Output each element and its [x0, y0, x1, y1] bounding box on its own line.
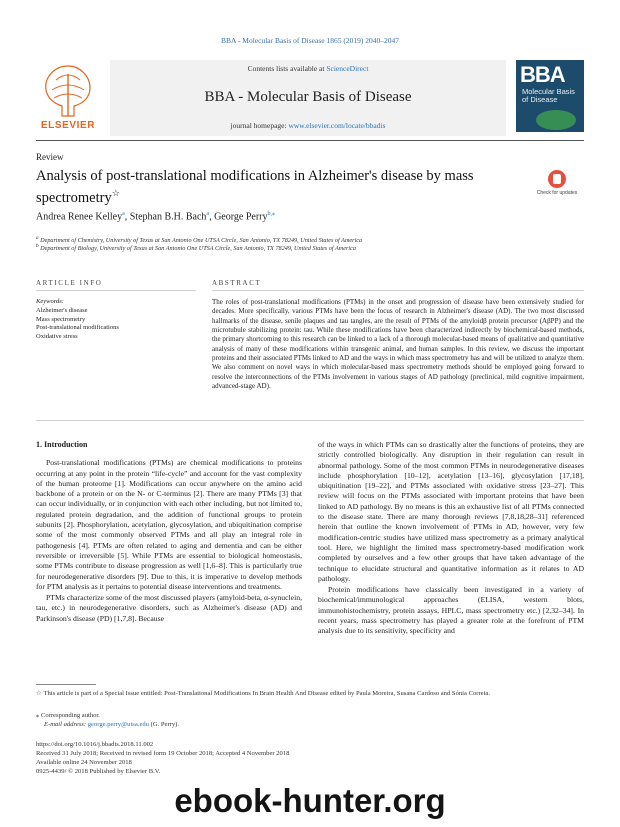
copyright: 0925-4439/ © 2018 Published by Elsevier B.V. — [36, 768, 161, 775]
crossmark-badge[interactable] — [532, 170, 582, 204]
email-line — [44, 721, 592, 730]
article-type: Review — [36, 152, 64, 162]
author-affiliation-mark[interactable]: b,⁎ — [267, 211, 275, 217]
header-divider — [36, 140, 584, 141]
affiliation-mark: b — [36, 243, 39, 249]
article-title — [36, 168, 476, 207]
cover-image — [536, 110, 576, 130]
author-affiliation-mark[interactable]: a — [122, 211, 125, 217]
contents-line — [110, 64, 506, 73]
email-link[interactable]: george.perry@utsa.edu — [87, 721, 149, 728]
crossmark-text: Check for updates — [536, 190, 578, 196]
body-paragraph: of the ways in which PTMs can so drastically alter the functions of proteins, they are strictly controlled biologically. Any disruption in their regulation can result in abnormal pathology. Some of the most common PTMs in neurodegenerative diseases include phosphorylation [10–12], acetylation [13–16], glycosylation [17,18], ubiquitination [19–22], and PTMs associated with oxidative stress [23–27]. This review will focus on the PTMs associated with important proteins that have been linked to AD pathology. By no means is this an exhaustive list of all PTMs connected to the disease state. There are many thorough reviews [7,8,18,28–31] referenced herein that outline the known involvement of PTMs in AD, however, very few modification-centric studies have utilized mass spectrometry as a primary analytical tool. Here, we highlight the limited mass spectrometry-based modification work completed by ourselves and a few other groups that have taken advantage of the technique to elucidate structural and quantitative information as it relates to AD pathology. — [318, 440, 584, 583]
crossmark-bookmark-icon — [553, 174, 561, 184]
affiliation-text: Department of Biology, University of Texas at San Antonio One UTSA Circle, San Antonio, TX 78249, United States of America — [40, 245, 356, 253]
email-label: E-mail address: — [44, 721, 87, 728]
author-list: Andrea Renee Kelley$^a$, Stephan B.H. Bach$^a$, George Perry$^{b,⁎}$ — [36, 211, 275, 223]
title-footnote-mark: ☆ — [111, 188, 120, 198]
contents-prefix: Contents lists available at — [247, 64, 325, 73]
author-name[interactable]: Andrea Renee Kelley — [36, 211, 123, 223]
affiliation-mark: a — [36, 235, 39, 241]
email-suffix: (G. Perry). — [150, 721, 180, 728]
homepage-link[interactable]: www.elsevier.com/locate/bbadis — [288, 121, 386, 130]
doi-link[interactable]: https://doi.org/10.1016/j.bbadis.2018.11.002 — [36, 741, 154, 748]
watermark: ebook-hunter.org — [174, 782, 446, 819]
abstract-rule — [212, 290, 584, 291]
author-name[interactable]: Stephan B.H. Bach — [129, 211, 207, 223]
keyword: Mass spectrometry — [36, 315, 86, 323]
footnote-rule — [36, 684, 96, 685]
keyword: Post-translational modifications — [36, 324, 119, 331]
body-paragraph: Protein modifications have classically been investigated in a variety of biochemical/immunological approaches (ELISA, western blots, immunohistochemistry, protein assays, HPLC, mass spectrometry etc.) [2,32–34]. In recent years, mass spectrometry has played a greater role at the forefront of PTM analysis due to its sensitivity, specificity and — [318, 585, 584, 636]
special-issue-footnote: ☆ This article is part of a Special Issue entitled: Post-Translational Modifications In Brain Health And Disease edited by Paula Moreira, Susana Cardoso and Sónia Correia. — [36, 690, 491, 697]
cover-title: BBA — [520, 62, 565, 87]
author-affiliation-mark[interactable]: a — [206, 211, 210, 217]
cover-subtitle: Molecular Basis of Disease — [522, 87, 575, 104]
body-paragraph: Post-translational modifications (PTMs) are chemical modifications to proteins occurring at any point in the protein “life-cycle” and account for the vast complexity of the human proteome [1]. Modifications can occur anywhere on the amino acid backbone of a protein or on the N- or C-terminus [2]. There are many PTMs [3] that can occur individually, or in conjunction with each other including, but not limited to, regulated protein degradation, and the addition of functional groups to protein subunits [2]. Phosphorylation, acetylation, glycosylation, and ubiquitination comprise some of the most commonly observed PTMs and all play an integral role in pathogenesis [4]. PTMs are often related to aging and dementia and can be either reversible or irreversible [5]. While PTMs are essential to biological homeostasis, some PTMs contribute to disease progression as well [1,6–8]. This is particularly true for neurodegenerative disorders [9]. Due to this, it is imperative to develop methods for PTM analysis as it pertains to potential disease interventions and treatments. — [36, 458, 302, 591]
journal-name: BBA - Molecular Basis of Disease — [204, 89, 412, 105]
keywords-list — [36, 307, 196, 341]
keywords-label: Keywords: — [36, 298, 64, 305]
corresponding-author-note: ⁎ Corresponding author. — [36, 712, 100, 719]
abstract-text: The roles of post-translational modifications (PTMs) in the onset and progression of disease have been extensively studied for decades. More specifically, various PTMs have been the focus of research in Alzheimer's disease (AD). The two most discussed hallmarks of the disease, senile plaques and tau tangles, are the result of PTMs of the amyloidβ protein precursor (AβPP) and the microtubule stabilizing protein: tau. While these modifications have been characterized indirectly by biochemical-based methods, the primary shortcoming to this research can be linked to a lack of a thorough molecular-based means of qualitative and quantitative analysis of many of these modifications within transgenic animal, and human samples. In this review, we discuss the important proteins and their associated PTMs linked to AD and the ways in which mass spectrometry has and will be utilized to analyze them. We also comment on novel ways in which molecular-based mass spectrometry methods should be employed going forward to resolve the interconnections of the PTMs involvement in various stages of AD pathology (preclinical, mild cognitive impairment, advanced-stage AD). — [212, 298, 584, 391]
sciencedirect-link[interactable]: ScienceDirect — [326, 64, 369, 73]
journal-citation[interactable]: BBA - Molecular Basis of Disease 1865 (2019) 2040–2047 — [221, 36, 399, 45]
affiliation-text: Department of Chemistry, University of Texas at San Antonio One UTSA Circle, San Antonio, TX 78249, United States of America — [40, 237, 363, 245]
available-online: Available online 24 November 2018 — [36, 759, 132, 766]
body-left-column — [36, 440, 302, 624]
section-heading: 1. Introduction — [36, 440, 88, 449]
abstract-heading: ABSTRACT — [212, 279, 262, 287]
body-right-column — [318, 440, 584, 637]
publisher-logo-text: ELSEVIER — [40, 120, 96, 131]
affiliation — [36, 243, 584, 252]
abstract-bottom-rule — [36, 420, 584, 421]
received-dates: Received 31 July 2018; Received in revised form 19 October 2018; Accepted 4 November 2018 — [36, 750, 290, 757]
journal-cover — [516, 60, 584, 132]
homepage-line — [110, 121, 506, 130]
article-info-rule — [36, 290, 196, 291]
keyword: Alzheimer's disease — [36, 307, 88, 314]
homepage-prefix: journal homepage: — [230, 121, 287, 130]
author-name[interactable]: George Perry — [214, 211, 268, 223]
keyword: Oxidative stress — [36, 332, 78, 340]
article-title-text: Analysis of post-translational modifications in Alzheimer's disease by mass spectrometry — [36, 168, 474, 206]
body-paragraph: PTMs characterize some of the most discussed players (amyloid-beta, α-synuclein, tau, etc.) in neurodegenerative disorders, such as Alzheimer's disease (AD) and Parkinson's disease (PD) [1,7,8]. Because — [36, 593, 302, 623]
article-info-heading: ARTICLE INFO — [36, 279, 103, 287]
